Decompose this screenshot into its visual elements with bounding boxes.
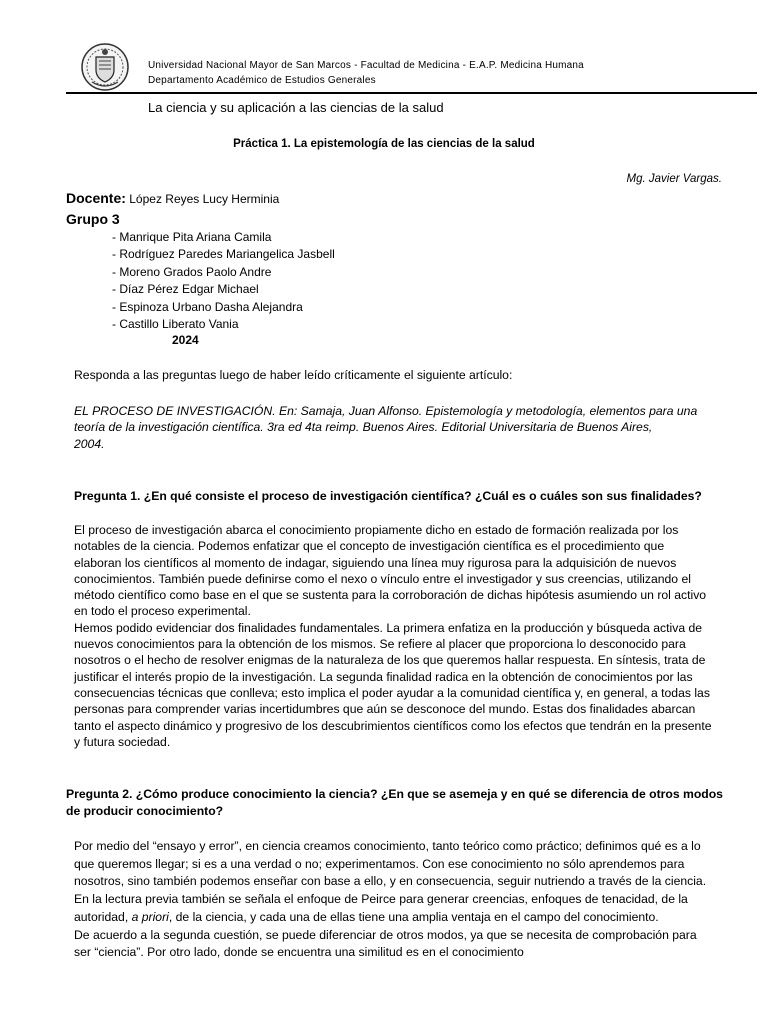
group-members-list bbox=[112, 229, 335, 333]
reference-citation: EL PROCESO DE INVESTIGACIÓN. En: Samaja, Juan Alfonso. Epistemología y metodología, elementos para una teoría de la investigación científica. 3ra ed 4ta reimp. Buenos Aires. Editorial Universitaria de Buenos Aires, 2004. bbox=[74, 404, 698, 451]
docente-label: Docente: bbox=[66, 190, 126, 206]
question-2-title: Pregunta 2. ¿Cómo produce conocimiento la ciencia? ¿En que se asemeja y en qué se diferencia de otros modos de producir conocimiento? bbox=[66, 787, 723, 818]
header-department: Departamento Académico de Estudios Generales bbox=[148, 75, 376, 86]
header-institution: Universidad Nacional Mayor de San Marcos - Facultad de Medicina - E.A.P. Medicina Humana bbox=[148, 60, 584, 71]
answer-paragraph: De acuerdo a la segunda cuestión, se puede diferenciar de otros modos, ya que se necesita de comprobación para ser “ciencia”. Por otro lado, donde se encuentra una similitud es en el conocimiento bbox=[74, 927, 697, 960]
group-member: - Díaz Pérez Edgar Michael bbox=[112, 282, 259, 297]
course-title: La ciencia y su aplicación a las ciencias de la salud bbox=[148, 100, 444, 115]
practice-title: Práctica 1. La epistemología de las ciencias de la salud bbox=[233, 138, 535, 150]
docente-name: López Reyes Lucy Herminia bbox=[129, 192, 280, 206]
year-label: 2024 bbox=[172, 333, 199, 347]
question-1-title: Pregunta 1. ¿En qué consiste el proceso de investigación científica? ¿Cuál es o cuáles son sus finalidades? bbox=[74, 489, 702, 503]
university-seal-icon bbox=[80, 42, 130, 92]
author-name: Mg. Javier Vargas. bbox=[626, 173, 722, 185]
answer-paragraph: El proceso de investigación abarca el conocimiento propiamente dicho en estado de formación realizada por los notables de la ciencia. Podemos enfatizar que el concepto de investigación científica es el procedimiento que elaboran los científicos al momento de indagar, siguiendo una línea muy rigurosa para la adquisición de nuevos conocimientos. También puede definirse como el nexo o vínculo entre el investigador y sus creencias, utilizando el método científico como base en el que se sustenta para la corroboración de dichas hipótesis asumiendo un rol activo en todo el proceso experimental. bbox=[74, 523, 707, 619]
group-member: - Manrique Pita Ariana Camila bbox=[112, 230, 272, 244]
question-1-answer bbox=[74, 522, 714, 750]
answer-paragraph: Hemos podido evidenciar dos finalidades fundamentales. La primera enfatiza en la producción y búsqueda activa de nuevos conocimientos para la obtención de los mismos. Se refiere al placer que proporciona lo desconocido para nosotros o el hecho de resolver enigmas de la naturaleza de los que queremos hallar respuesta. En síntesis, trata de justificar el interés propio de la investigación. La segunda finalidad radica en la obtención de conocimientos por las consecuencias técnicas que conlleva; esto implica el poder ayudar a la comunidad científica y, en general, a todas las personas para comprender varias incertidumbres que aún se desconoce del mundo. Estas dos finalidades abarcan tanto el aspecto dinámico y progresivo de los descubrimientos científicos como los efectos que tendrán en la presente y futura sociedad. bbox=[74, 620, 712, 749]
instructions-text: Responda a las preguntas luego de haber leído críticamente el siguiente artículo: bbox=[74, 368, 513, 382]
group-title: Grupo 3 bbox=[66, 211, 120, 227]
italic-term: a priori bbox=[131, 909, 169, 924]
group-member: - Castillo Liberato Vania bbox=[112, 317, 239, 332]
group-member: - Espinoza Urbano Dasha Alejandra bbox=[112, 299, 303, 314]
docente-line bbox=[66, 190, 279, 206]
answer-paragraph: Por medio del “ensayo y error”, en ciencia creamos conocimiento, tanto teórico como práctico; definimos qué es a lo que queremos llegar; si es a una verdad o no; experimentamos. Con ese conocimiento no sólo aprendemos para nosotros, sino también podemos enseñar con base a ello, y en consecuencia, seguir nutriendo a través de la ciencia. En la lectura previa también se señala el enfoque de Peirce para generar creencias, enfoques de tenacidad, de la autoridad, a priori, de la ciencia, y cada una de ellas tiene una amplia ventaja en el campo del conocimiento. bbox=[74, 839, 707, 924]
group-member: - Rodríguez Paredes Mariangelica Jasbell bbox=[112, 247, 335, 262]
header-divider bbox=[66, 92, 757, 94]
question-2-answer bbox=[74, 838, 714, 962]
group-member: - Moreno Grados Paolo Andre bbox=[112, 264, 272, 279]
